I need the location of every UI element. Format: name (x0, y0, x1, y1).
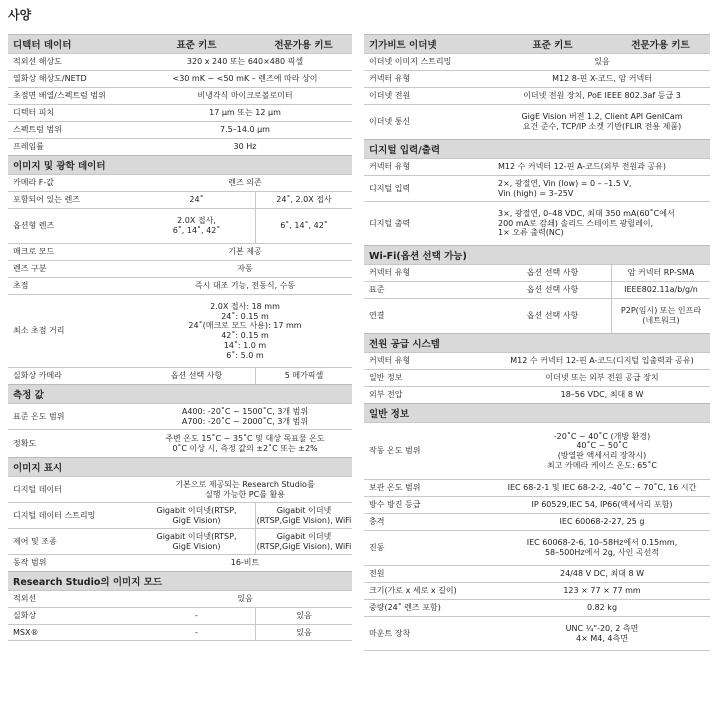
spec-value: 이더넷 또는 외부 전원 공급 장치 (545, 373, 659, 383)
header-cell: 디텍터 데이터 (13, 40, 72, 51)
spec-row (8, 429, 352, 457)
spec-value-pro: 있음 (255, 625, 352, 640)
right-spec-table (364, 34, 710, 651)
section-heading: 일반 정보 (364, 403, 710, 422)
spec-value: 기본으로 제공되는 Research Studio를 실행 가능한 PC를 활용 (175, 479, 315, 499)
spec-value: IP 60529,IEC 54, IP66(액세서리 포함) (531, 500, 673, 510)
spec-label: 동작 범위 (13, 558, 47, 568)
spec-value-standard: Gigabit 이더넷(RTSP, GigE Vision) (156, 531, 237, 551)
spec-value: 123 × 77 × 77 mm (563, 586, 641, 596)
spec-value-standard: 옵션 선택 사항 (526, 268, 579, 278)
spec-row (8, 294, 352, 367)
spec-row (8, 174, 352, 191)
spec-row (8, 121, 352, 138)
spec-label: 매크로 모드 (13, 247, 55, 257)
spec-row (8, 208, 352, 243)
spec-value: A400: -20˚C ~ 1500˚C, 3개 범위 A700: -20˚C ~ 2000˚C, 3개 범위 (181, 406, 309, 426)
spec-label: 보관 온도 범위 (369, 483, 421, 493)
spec-value: 있음 (594, 57, 610, 67)
spec-value: 자동 (237, 264, 253, 274)
spec-row (8, 528, 352, 554)
spec-value: <30 mK ~ <50 mK – 렌즈에 따라 상이 (172, 74, 318, 84)
spec-label: 이더넷 전원 (369, 91, 411, 101)
spec-value: 30 Hz (233, 142, 257, 152)
spec-value-pro: IEEE802.11a/b/g/n (611, 282, 710, 298)
spec-label: 디지털 데이터 (13, 484, 62, 494)
spec-value-standard: Gigabit 이더넷(RTSP, GigE Vision) (156, 505, 237, 525)
spec-row (364, 582, 710, 599)
spec-row (8, 104, 352, 121)
spec-value-standard: 24˚ (189, 195, 204, 205)
spec-value-standard: 옵션 선택 사항 (526, 311, 579, 321)
spec-row (364, 298, 710, 333)
spec-row (8, 554, 352, 571)
spec-label: 프레임률 (13, 142, 44, 152)
spec-row (364, 264, 710, 281)
spec-label: 커넥터 유형 (369, 268, 411, 278)
spec-label: 커넥터 유형 (369, 162, 411, 172)
section-heading: 측정 값 (8, 384, 352, 403)
spec-row (364, 352, 710, 369)
spec-label: 적외선 해상도 (13, 57, 62, 67)
spec-row (8, 502, 352, 528)
spec-row (364, 599, 710, 616)
page-title: 사양 (8, 8, 32, 22)
spec-row (364, 422, 710, 479)
spec-value: 16-비트 (230, 558, 260, 568)
spec-value-pro: Gigabit 이더넷 (RTSP,GigE Vision), WiFi (255, 503, 352, 528)
left-spec-table (8, 34, 352, 641)
spec-label: 일반 정보 (369, 373, 403, 383)
spec-label: 이더넷 이미지 스트리밍 (369, 57, 452, 67)
spec-row (364, 479, 710, 496)
spec-value: 24/48 V DC, 최대 8 W (560, 569, 644, 579)
spec-label: 중량(24˚ 렌즈 포함) (369, 603, 441, 613)
spec-row (364, 158, 710, 175)
spec-value: IEC 68-2-1 및 IEC 68-2-2, -40˚C ~ 70˚C, 16 시간 (507, 483, 697, 493)
spec-value-pro: 있음 (255, 608, 352, 624)
spec-value: 320 x 240 또는 640×480 픽셀 (186, 57, 304, 67)
spec-label: 정확도 (13, 438, 37, 448)
spec-label: 카메라 F-값 (13, 178, 54, 188)
spec-row (364, 496, 710, 513)
header-cell: 표준 키트 (532, 40, 573, 51)
spec-label: 표준 온도 범위 (13, 411, 65, 421)
spec-label: 전원 (369, 569, 385, 579)
spec-row (8, 607, 352, 624)
spec-value: 17 μm 또는 12 μm (209, 108, 281, 118)
spec-value: 즉시 대조 기능, 전동식, 수동 (194, 281, 296, 291)
section-heading: 이미지 표시 (8, 457, 352, 476)
spec-value: M12 8-핀 X-코드, 암 커넥터 (552, 74, 652, 84)
spec-value: 기본 제공 (228, 247, 262, 257)
section-heading: Wi-Fi(옵션 선택 가능) (364, 245, 710, 264)
spec-label: 열화상 해상도/NETD (13, 74, 87, 84)
spec-value-standard: - (195, 611, 198, 621)
spec-value: UNC ¼"-20, 2 측면 4× M4, 4측면 (565, 623, 639, 643)
spec-label: 옵션형 렌즈 (13, 221, 55, 231)
spec-value-pro: 6˚, 14˚, 42˚ (255, 209, 352, 243)
spec-value-pro: 5 메가픽셀 (255, 368, 352, 384)
spec-label: 디지털 입력 (369, 183, 411, 193)
spec-label: 제어 및 조종 (13, 536, 57, 546)
spec-row (364, 87, 710, 104)
spec-label: 스펙트럼 범위 (13, 125, 62, 135)
spec-label: 커넥터 유형 (369, 356, 411, 366)
header-cell: 기가비트 이더넷 (369, 40, 437, 51)
spec-row (364, 175, 710, 201)
spec-label: 적외선 (13, 594, 37, 604)
spec-value-standard: 2.0X 접사, 6˚, 14˚, 42˚ (172, 216, 221, 235)
spec-row (8, 476, 352, 502)
spec-value: IEC 60068-2-27, 25 g (559, 517, 645, 527)
section-heading: 디지털 입력/출력 (364, 139, 710, 158)
spec-value: -20˚C ~ 40˚C (개방 환경) 40˚C ~ 50˚C (방열판 액세서리 장착시) 최고 카메라 케이스 온도: 65˚C (547, 431, 657, 470)
spec-row (364, 386, 710, 403)
spec-value: 18–56 VDC, 최대 8 W (560, 390, 644, 400)
spec-row (8, 367, 352, 384)
table-header (8, 34, 352, 53)
spec-row (364, 565, 710, 582)
spec-value-standard: 옵션 선택 사항 (170, 371, 223, 381)
spec-label: 마운트 장착 (369, 628, 411, 638)
spec-label: 실화상 카메라 (13, 371, 62, 381)
spec-value-standard: 옵션 선택 사항 (526, 285, 579, 295)
section-heading: Research Studio의 이미지 모드 (8, 571, 352, 590)
spec-label: 작동 온도 범위 (369, 446, 421, 456)
spec-label: 최소 초점 거리 (13, 326, 65, 336)
spec-label: 충격 (369, 517, 385, 527)
spec-row (8, 277, 352, 294)
spec-label: 표준 (369, 285, 385, 295)
spec-row (8, 624, 352, 641)
spec-value: 2×, 광절연, Vin (low) = 0 – –1.5 V, Vin (high) = 3–25V (498, 178, 632, 198)
spec-value: 주변 온도 15˚C ~ 35˚C 및 대상 목표물 온도 0˚C 이상 시, 측정 값의 ±2˚C 또는 ±2% (165, 433, 325, 453)
section-heading: 전원 공급 시스템 (364, 333, 710, 352)
spec-value: IEC 60068-2-6, 10–58Hz에서 0.15mm, 58–500Hz에서 2g, 사인 곡선적 (526, 538, 678, 557)
spec-label: 디지털 데이터 스트리밍 (13, 510, 96, 520)
spec-value-pro: 암 커넥터 RP-SMA (611, 265, 710, 281)
spec-label: 커넥터 유형 (369, 74, 411, 84)
spec-label: 방수 방진 등급 (369, 500, 421, 510)
spec-row (364, 530, 710, 565)
spec-label: 이더넷 통신 (369, 117, 411, 127)
spec-row (8, 138, 352, 155)
spec-label: 외부 전압 (369, 390, 403, 400)
spec-value: 렌즈 의존 (228, 178, 262, 188)
spec-row (8, 403, 352, 429)
spec-label: 진동 (369, 543, 385, 553)
spec-row (364, 70, 710, 87)
spec-label: 초점 (13, 281, 29, 291)
spec-value: 3×, 광절연, 0–48 VDC, 최대 350 mA(60˚C에서 200 mA로 감쇄) 솔리드 스테이트 광릴레이, 1× 오류 출력(NC) (498, 208, 675, 238)
spec-value: 이더넷 전원 장치, PoE IEEE 802.3af 등급 3 (523, 91, 681, 101)
spec-label: 디텍터 피치 (13, 108, 55, 118)
spec-label: 포함되어 있는 렌즈 (13, 195, 80, 205)
spec-row (364, 281, 710, 298)
spec-label: 연결 (369, 311, 385, 321)
spec-value: 2.0X 접사: 18 mm 24˚: 0.15 m 24˚(매크로 모드 사용): 17 mm 42˚: 0.15 m 14˚: 1.0 m 6˚: 5.0 m (188, 301, 302, 360)
spec-row (8, 191, 352, 208)
spec-value: 0.82 kg (586, 603, 618, 613)
spec-value-pro: 24˚, 2.0X 접사 (255, 192, 352, 208)
spec-label: 실화상 (13, 611, 37, 621)
header-cell: 전문가용 키트 (631, 40, 690, 51)
spec-value: M12 수 커넥터 12-핀 A-코드(디지털 입출력과 공유) (510, 356, 694, 366)
spec-row (364, 104, 710, 139)
spec-label: MSX® (13, 627, 39, 637)
spec-row (8, 70, 352, 87)
spec-label: 디지털 출력 (369, 218, 411, 228)
spec-row (8, 87, 352, 104)
spec-value: 7.5–14.0 μm (220, 125, 270, 135)
spec-label: 초점면 배열/스펙트럼 범위 (13, 91, 106, 101)
spec-row (8, 260, 352, 277)
table-header (364, 34, 710, 53)
spec-value-pro: Gigabit 이더넷 (RTSP,GigE Vision), WiFi (255, 529, 352, 554)
spec-row (8, 243, 352, 260)
spec-row (8, 53, 352, 70)
header-cell: 표준 키트 (176, 40, 217, 51)
spec-value-pro: P2P(임시) 또는 인프라 (네트워크) (611, 299, 710, 333)
spec-row (364, 513, 710, 530)
section-heading: 이미지 및 광학 데이터 (8, 155, 352, 174)
spec-row (364, 201, 710, 245)
spec-label: 크기(가로 x 세로 x 길이) (369, 586, 457, 596)
spec-value: M12 수 커넥터 12-핀 A-코드(외부 전원과 공유) (498, 162, 667, 172)
spec-value: GigE Vision 버전 1.2, Client API GenICam 요건 준수, TCP/IP 소켓 기반(FLIR 전용 제품) (521, 112, 683, 131)
spec-value-standard: - (195, 627, 198, 637)
spec-label: 렌즈 구분 (13, 264, 47, 274)
spec-row (364, 53, 710, 70)
spec-row (364, 369, 710, 386)
header-cell: 전문가용 키트 (274, 40, 333, 51)
spec-value: 있음 (237, 594, 253, 604)
spec-row (8, 590, 352, 607)
spec-row (364, 616, 710, 651)
spec-value: 비냉각식 마이크로볼로미터 (197, 91, 293, 101)
